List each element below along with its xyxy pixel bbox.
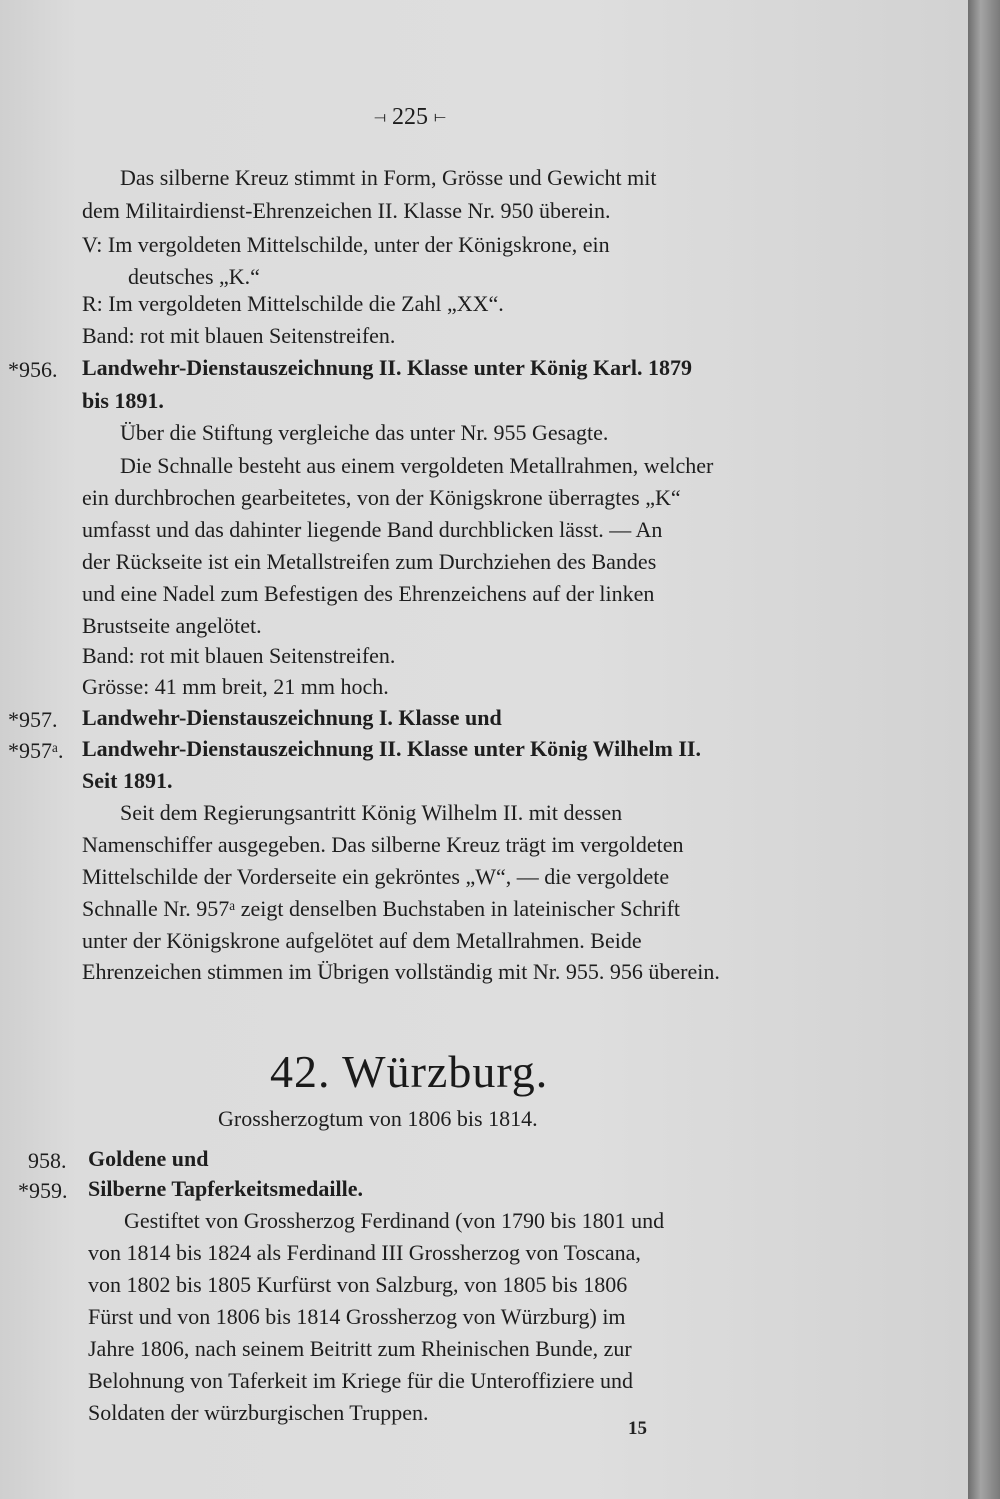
text-line: Namenschiffer ausgegeben. Das silberne Kreuz trägt im vergoldeten [82,832,684,857]
running-head [330,104,490,131]
entry-title: Silberne Tapferkeitsmedaille. [88,1176,363,1201]
text-line: Jahre 1806, nach seinem Beitritt zum Rheinischen Bunde, zur [88,1336,632,1361]
text-line: Ehrenzeichen stimmen im Übrigen vollständig mit Nr. 955. 956 überein. [82,959,720,984]
text-line: von 1814 bis 1824 als Ferdinand III Grossherzog von Toscana, [88,1240,641,1265]
signature-mark: 15 [628,1418,647,1439]
text-line: Band: rot mit blauen Seitenstreifen. [82,323,396,348]
entry-title: Seit 1891. [82,768,173,793]
text-line: Brustseite angelötet. [82,613,262,638]
text-line: deutsches „K.“ [128,264,260,289]
text-line: von 1802 bis 1805 Kurfürst von Salzburg, von 1805 bis 1806 [88,1272,628,1297]
text-line: Seit dem Regierungsantritt König Wilhelm II. mit dessen [120,800,623,825]
page-number: 225 [392,104,428,130]
text-line: Schnalle Nr. 957ᵃ zeigt denselben Buchstaben in lateinischer Schrift [82,896,681,921]
text-line: ein durchbrochen gearbeitetes, von der Königskrone überragtes „K“ [82,485,681,510]
text-line: Band: rot mit blauen Seitenstreifen. [82,643,396,668]
text-line: dem Militairdienst-Ehrenzeichen II. Klasse Nr. 950 überein. [82,198,611,223]
entry-title: Landwehr-Dienstauszeichnung II. Klasse unter König Karl. 1879 [82,355,692,380]
text-line: Das silberne Kreuz stimmt in Form, Grösse und Gewicht mit [120,165,657,190]
text-line: Soldaten der würzburgischen Truppen. [88,1400,429,1425]
entry-number: *956. [8,357,58,382]
text-line: der Rückseite ist ein Metallstreifen zum Durchziehen des Bandes [82,549,657,574]
text-line: Gestiftet von Grossherzog Ferdinand (von 1790 bis 1801 und [124,1208,665,1233]
text-line: und eine Nadel zum Befestigen des Ehrenzeichens auf der linken [82,581,655,606]
text-line: Fürst und von 1806 bis 1814 Grossherzog von Würzburg) im [88,1304,626,1329]
entry-title: bis 1891. [82,388,164,413]
text-line: V: Im vergoldeten Mittelschilde, unter der Königskrone, ein [82,232,610,257]
text-line: Über die Stiftung vergleiche das unter Nr. 955 Gesagte. [120,420,609,445]
entry-title: Landwehr-Dienstauszeichnung I. Klasse und [82,705,502,730]
ornament-left-icon: ⟞ [374,110,386,126]
book-edge-shadow [968,0,1000,1499]
text-line: Die Schnalle besteht aus einem vergoldeten Metallrahmen, welcher [120,453,714,478]
entry-number: *959. [18,1178,68,1203]
entry-title: Goldene und [88,1146,209,1171]
entry-number: *957. [8,707,58,732]
ornament-right-icon: ⟝ [434,110,446,126]
section-heading: 42. Würzburg. [270,1046,549,1097]
text-line: Belohnung von Taferkeit im Kriege für die Unteroffiziere und [88,1368,634,1393]
text-line: R: Im vergoldeten Mittelschilde die Zahl „XX“. [82,291,504,316]
text-line: umfasst und das dahinter liegende Band durchblicken lässt. — An [82,517,663,542]
entry-title: Landwehr-Dienstauszeichnung II. Klasse unter König Wilhelm II. [82,736,701,761]
entry-number: *957ᵃ. [8,738,64,763]
section-subheading: Grossherzogtum von 1806 bis 1814. [218,1106,538,1131]
text-line: Grösse: 41 mm breit, 21 mm hoch. [82,674,389,699]
text-line: unter der Königskrone aufgelötet auf dem Metallrahmen. Beide [82,928,642,953]
text-line: Mittelschilde der Vorderseite ein gekröntes „W“, — die vergoldete [82,864,670,889]
entry-number: 958. [28,1148,67,1173]
